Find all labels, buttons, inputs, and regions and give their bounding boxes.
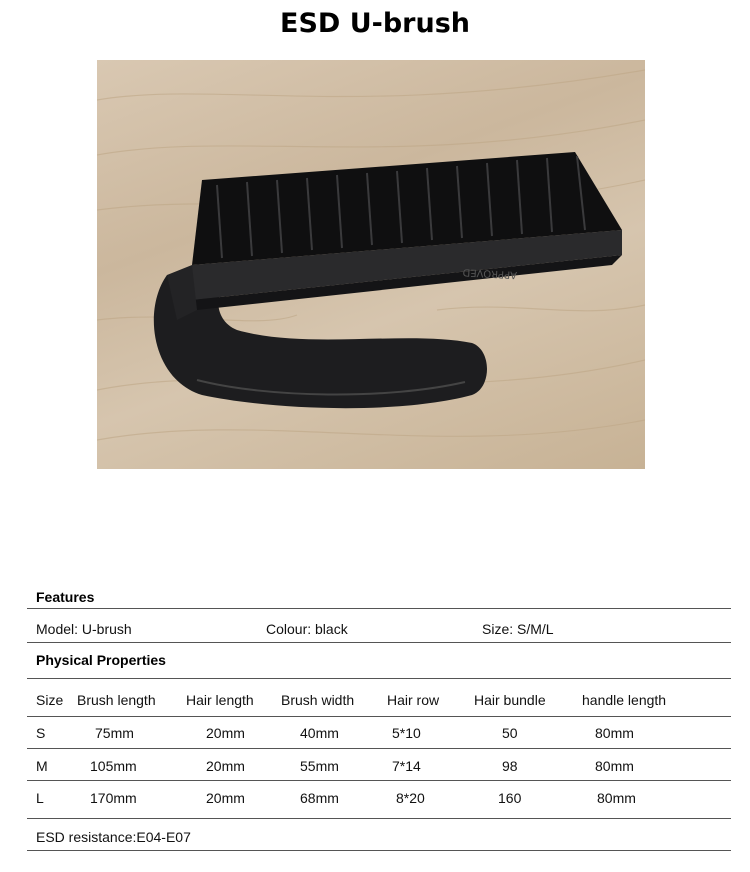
features-heading: Features [36,589,95,605]
column-header-brush-length: Brush length [77,692,156,708]
model-value: Model: U-brush [36,621,132,637]
cell-hair-length: 20mm [206,790,245,806]
divider [27,818,731,819]
divider [27,850,731,851]
cell-hair-bundle: 98 [502,758,518,774]
divider [27,780,731,781]
size-value: Size: S/M/L [482,621,554,637]
cell-size: L [36,790,44,806]
physical-properties-heading: Physical Properties [36,652,166,668]
cell-brush-length: 105mm [90,758,137,774]
cell-brush-width: 40mm [300,725,339,741]
cell-hair-bundle: 50 [502,725,518,741]
cell-hair-bundle: 160 [498,790,522,806]
esd-resistance: ESD resistance:E04-E07 [36,829,191,845]
cell-hair-length: 20mm [206,758,245,774]
column-header-size: Size [36,692,64,708]
product-photo [97,60,645,469]
cell-handle-length: 80mm [595,725,634,741]
cell-brush-width: 68mm [300,790,339,806]
divider [27,608,731,609]
column-header-hair-bundle: Hair bundle [474,692,546,708]
brush-imprint: APPROVED [462,266,518,280]
u-brush-illustration [97,60,645,469]
column-header-brush-width: Brush width [281,692,355,708]
cell-hair-row: 8*20 [396,790,425,806]
cell-size: M [36,758,48,774]
divider [27,716,731,717]
page-title: ESD U-brush [280,8,470,39]
cell-hair-row: 7*14 [392,758,421,774]
cell-size: S [36,725,46,741]
column-header-hair-row: Hair row [387,692,440,708]
cell-brush-length: 170mm [90,790,137,806]
divider [27,642,731,643]
colour-value: Colour: black [266,621,348,637]
divider [27,678,731,679]
cell-handle-length: 80mm [597,790,636,806]
cell-brush-length: 75mm [95,725,134,741]
column-header-handle-length: handle length [582,692,667,708]
cell-hair-row: 5*10 [392,725,421,741]
cell-hair-length: 20mm [206,725,245,741]
divider [27,748,731,749]
column-header-hair-length: Hair length [186,692,254,708]
cell-brush-width: 55mm [300,758,339,774]
cell-handle-length: 80mm [595,758,634,774]
